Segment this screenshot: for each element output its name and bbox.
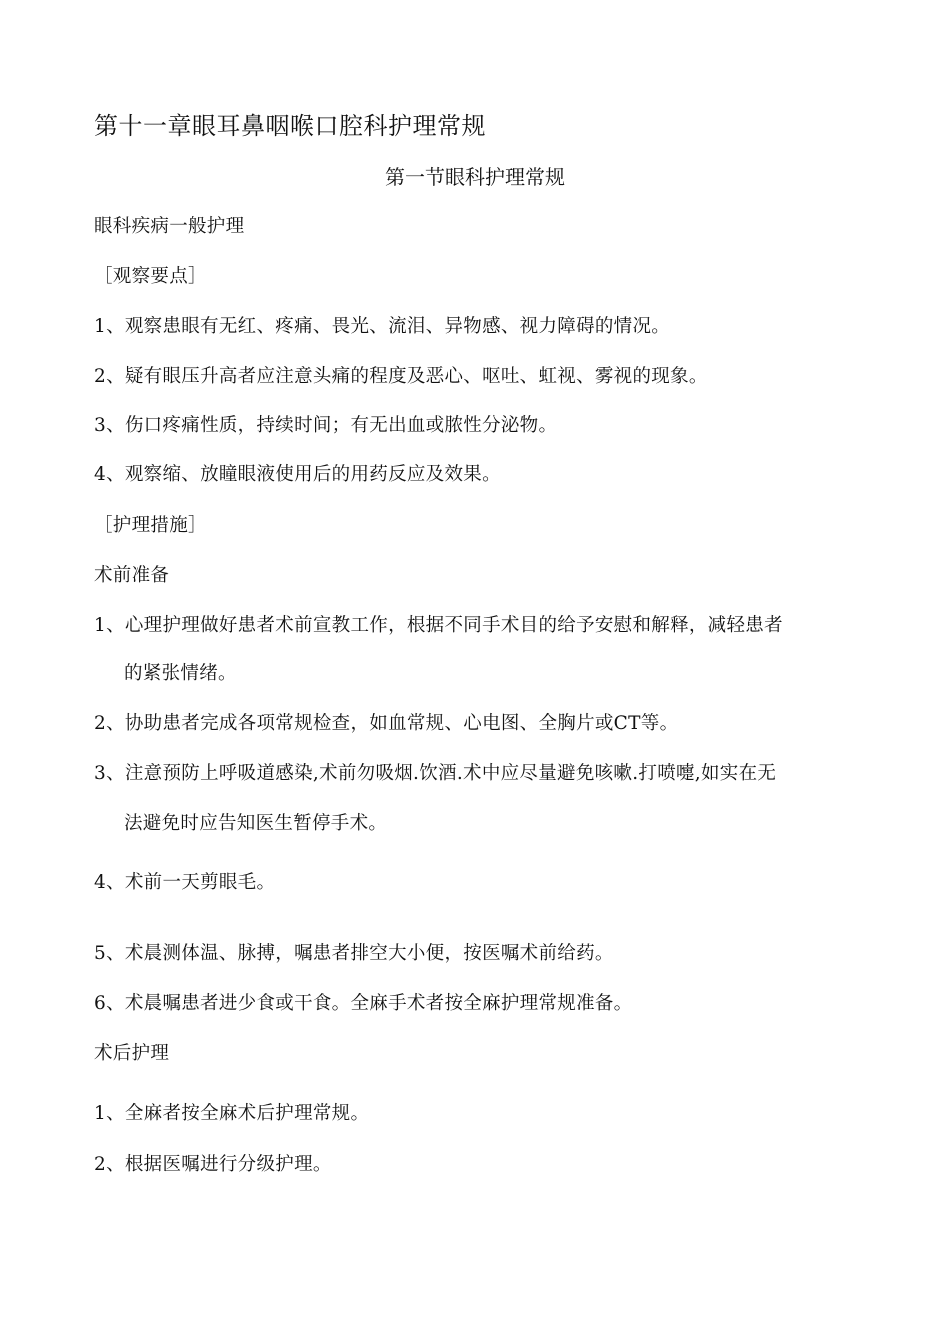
preop-item-3-line-2: 法避免时应告知医生暂停手术。 — [124, 813, 388, 834]
observation-item-4: 4、观察缩、放瞳眼液使用后的用药反应及效果。 — [94, 464, 501, 485]
preop-item-1-line-2: 的紧张情绪。 — [124, 663, 237, 684]
section-title: 第一节眼科护理常规 — [385, 165, 565, 189]
measures-heading: ［护理措施］ — [94, 515, 207, 536]
observation-item-1: 1、观察患眼有无红、疼痛、畏光、流泪、异物感、视力障碍的情况。 — [94, 316, 671, 337]
preop-item-2: 2、协助患者完成各项常规检查，如血常规、心电图、全胸片或CT等。 — [94, 713, 679, 734]
preop-item-6: 6、术晨嘱患者进少食或干食。全麻手术者按全麻护理常规准备。 — [94, 993, 633, 1014]
postop-item-2: 2、根据医嘱进行分级护理。 — [94, 1154, 332, 1175]
observation-item-3: 3、伤口疼痛性质，持续时间；有无出血或脓性分泌物。 — [94, 415, 558, 436]
postop-heading: 术后护理 — [94, 1043, 170, 1064]
postop-item-1: 1、全麻者按全麻术后护理常规。 — [94, 1103, 370, 1124]
preop-item-5: 5、术晨测体温、脉搏，嘱患者排空大小便，按医嘱术前给药。 — [94, 943, 614, 964]
preop-heading: 术前准备 — [94, 565, 170, 586]
preop-item-1-line-1: 1、心理护理做好患者术前宣教工作，根据不同手术目的给予安慰和解释，减轻患者 — [94, 615, 783, 636]
general-care-heading: 眼科疾病一般护理 — [94, 216, 245, 237]
chapter-title: 第十一章眼耳鼻咽喉口腔科护理常规 — [94, 112, 486, 140]
observation-heading: ［观察要点］ — [94, 266, 207, 287]
preop-item-4: 4、术前一天剪眼毛。 — [94, 872, 276, 893]
preop-item-3-line-1: 3、注意预防上呼吸道感染,术前勿吸烟.饮酒.术中应尽量避免咳嗽.打喷嚏,如实在无 — [94, 763, 777, 784]
observation-item-2: 2、疑有眼压升高者应注意头痛的程度及恶心、呕吐、虹视、雾视的现象。 — [94, 366, 708, 387]
